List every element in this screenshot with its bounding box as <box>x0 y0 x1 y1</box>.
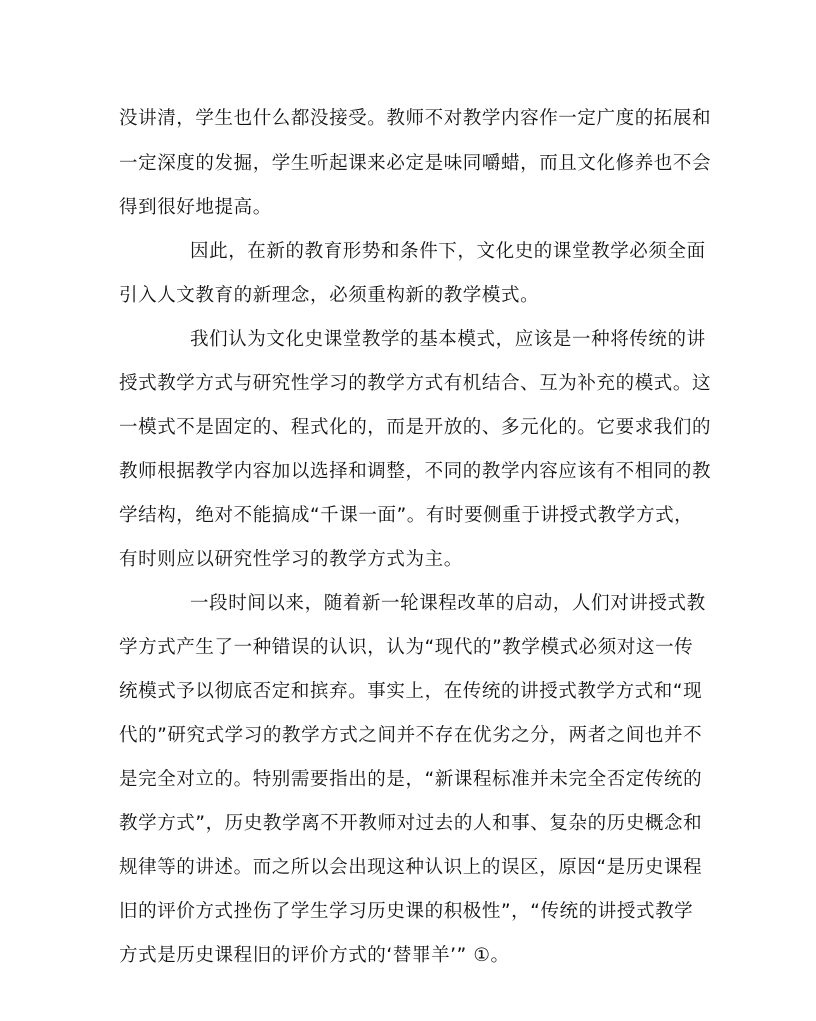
paragraph-4-line-7: 规律等的讲述。而之所以会出现这种认识上的误区，原因“是历史课程 <box>119 857 703 878</box>
paragraph-4-line-2: 学方式产生了一种错误的认识，认为“现代的”教学模式必须对这一传 <box>119 637 694 658</box>
paragraph-1-line-3: 得到很好地提高。 <box>119 197 272 218</box>
paragraph-3-line-6: 有时则应以研究性学习的教学方式为主。 <box>119 549 463 570</box>
paragraph-3-line-4: 教师根据教学内容加以选择和调整，不同的教学内容应该有不相同的教 <box>119 461 712 482</box>
paragraph-3-line-5: 学结构，绝对不能搞成“千课一面”。有时要侧重于讲授式教学方式， <box>119 505 694 526</box>
paragraph-1-line-1: 没讲清，学生也什么都没接受。教师不对教学内容作一定广度的拓展和 <box>119 108 712 129</box>
paragraph-4-line-9: 方式是历史课程旧的评价方式的‘替罪羊’” ①。 <box>119 945 510 966</box>
paragraph-3-line-2: 授式教学方式与研究性学习的教学方式有机结合、互为补充的模式。这 <box>119 373 712 394</box>
paragraph-3-line-1: 我们认为文化史课堂教学的基本模式，应该是一种将传统的讲 <box>190 329 706 350</box>
paragraph-4-line-5: 是完全对立的。特别需要指出的是，“新课程标准并未完全否定传统的 <box>119 769 703 790</box>
paragraph-4-line-3: 统模式予以彻底否定和摈弃。事实上，在传统的讲授式教学方式和“现 <box>119 681 703 702</box>
paragraph-3-line-3: 一模式不是固定的、程式化的，而是开放的、多元化的。它要求我们的 <box>119 417 712 438</box>
paragraph-4-line-8: 旧的评价方式挫伤了学生学习历史课的积极性”，“传统的讲授式教学 <box>119 901 694 922</box>
paragraph-4-line-6: 教学方式”，历史教学离不开教师对过去的人和事、复杂的历史概念和 <box>119 813 703 834</box>
paragraph-4-line-1: 一段时间以来，随着新一轮课程改革的启动，人们对讲授式教 <box>190 593 706 614</box>
paragraph-1-line-2: 一定深度的发掘，学生听起课来必定是味同嚼蜡，而且文化修养也不会 <box>119 153 712 174</box>
paragraph-2-line-2: 引入人文教育的新理念，必须重构新的教学模式。 <box>119 285 540 306</box>
paragraph-4-line-4: 代的”研究式学习的教学方式之间并不存在优劣之分，两者之间也并不 <box>119 725 703 746</box>
paragraph-2-line-1: 因此，在新的教育形势和条件下，文化史的课堂教学必须全面 <box>190 241 706 262</box>
